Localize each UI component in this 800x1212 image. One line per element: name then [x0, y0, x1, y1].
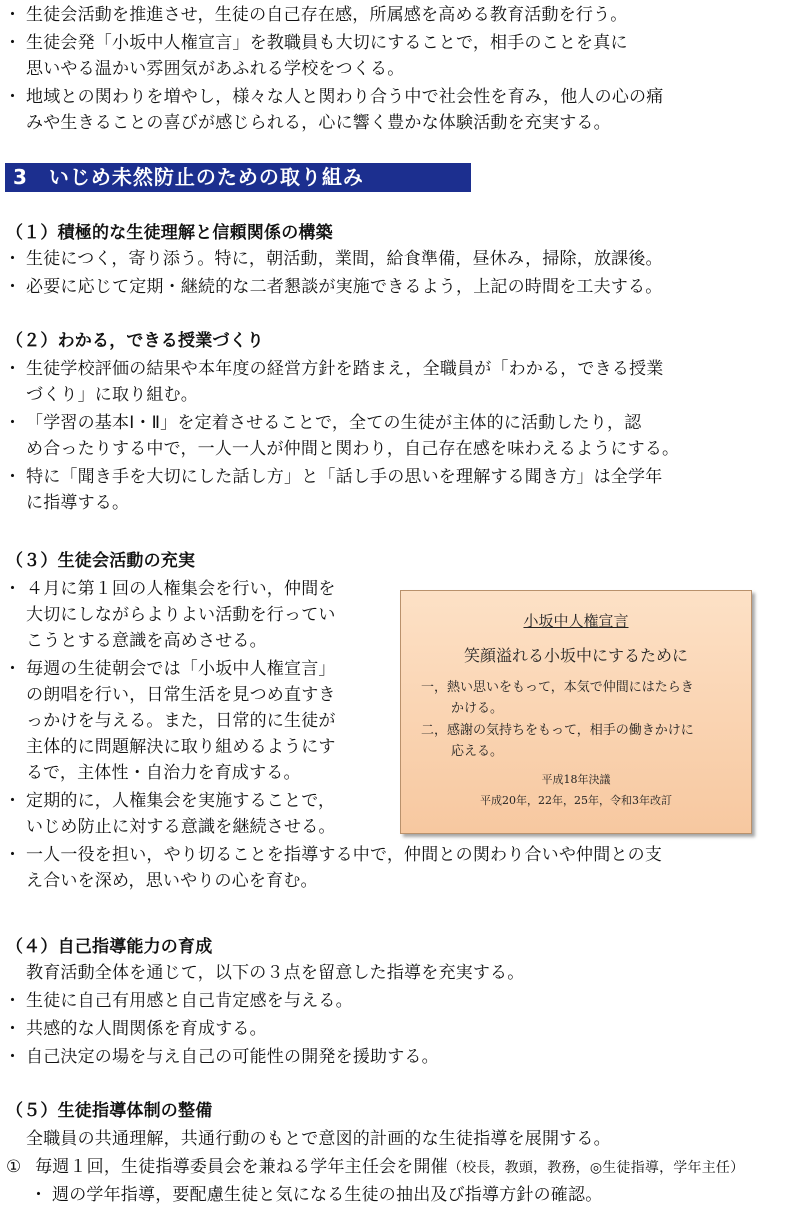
- declaration-title: 小坂中人権宣言: [523, 612, 629, 630]
- s1-heading: （１）積極的な生徒理解と信頼関係の構築: [6, 223, 333, 243]
- s2-bullet-2-cont: め合ったりする中で，一人一人が仲間と関わり，自己存在感を味わえるようにする。: [26, 439, 680, 459]
- declaration-subtitle: 笑顔溢れる小坂中にするために: [463, 646, 688, 665]
- s3-bullet-4-cont: え合いを深め，思いやりの心を育む。: [26, 871, 318, 891]
- s5-item-1-sub: ・ 週の学年指導，要配慮生徒と気になる生徒の抽出及び指導方針の確認。: [26, 1184, 602, 1206]
- s3-bullet-1: ・ ４月に第１回の人権集会を行い，仲間を: [0, 578, 336, 600]
- s5-intro: 全職員の共通理解，共通行動のもとで意図的計画的な生徒指導を展開する。: [26, 1129, 611, 1149]
- s4-bullet-1: ・ 生徒に自己有用感と自己肯定感を与える。: [0, 990, 353, 1012]
- intro-bullet-2-cont: 思いやる温かい雰囲気があふれる学校をつくる。: [26, 59, 405, 79]
- s3-bullet-3: ・ 定期的に，人権集会を実施することで，: [0, 790, 335, 812]
- s3-bullet-2-cont-4: るで，主体性・自治力を育成する。: [26, 763, 301, 783]
- intro-bullet-2: ・ 生徒会発「小坂中人権宣言」を教職員も大切にすることで，相手のことを真に: [0, 32, 628, 54]
- s4-heading: （４）自己指導能力の育成: [6, 937, 213, 957]
- intro-bullet-3-cont: みや生きることの喜びが感じられる，心に響く豊かな体験活動を充実する。: [26, 113, 611, 133]
- human-rights-declaration-box: [400, 590, 752, 834]
- s4-intro: 教育活動全体を通じて，以下の３点を留意した指導を充実する。: [26, 963, 525, 983]
- declaration-vow-1-cont: かける。: [451, 701, 504, 716]
- s3-bullet-1-cont-2: こうとする意識を高めさせる。: [26, 631, 267, 651]
- section-3-heading: 3 いじめ未然防止のための取り組み: [5, 163, 471, 192]
- s2-bullet-2: ・ 「学習の基本Ⅰ・Ⅱ」を定着させることで，全ての生徒が主体的に活動したり，認: [0, 412, 641, 434]
- s3-bullet-2: ・ 毎週の生徒朝会では「小坂中人権宣言」: [0, 658, 336, 680]
- s5-item-1: [6, 1156, 744, 1179]
- declaration-vow-2-cont: 応える。: [451, 744, 504, 759]
- intro-bullet-1: ・ 生徒会活動を推進させ，生徒の自己存在感，所属感を高める教育活動を行う。: [0, 4, 628, 26]
- s3-bullet-2-cont-3: 主体的に問題解決に取り組めるようにす: [26, 737, 336, 757]
- s5-item-1-number: ①: [6, 1157, 22, 1177]
- s1-bullet-1: ・ 生徒につく，寄り添う。特に，朝活動，業間，給食準備，昼休み，掃除，放課後。: [0, 248, 663, 270]
- s5-item-1-text: 毎週１回，生徒指導委員会を兼ねる学年主任会を開催: [35, 1157, 448, 1177]
- declaration-vow-2: 二，感謝の気持ちをもって，相手の働きかけに: [421, 723, 694, 738]
- declaration-revised: 平成20年，22年，25年，令和3年改訂: [480, 794, 672, 807]
- s2-bullet-3-cont: に指導する。: [26, 493, 130, 513]
- s2-bullet-3: ・ 特に「聞き手を大切にした話し方」と「話し手の思いを理解する聞き方」は全学年: [0, 466, 662, 488]
- declaration-vow-1: 一，熱い思いをもって，本気で仲間にはたらき: [421, 680, 694, 695]
- s2-bullet-1-cont: づくり」に取り組む。: [26, 385, 198, 405]
- s2-heading: （２）わかる，できる授業づくり: [6, 331, 264, 351]
- s1-bullet-2: ・ 必要に応じて定期・継続的な二者懇談が実施できるよう，上記の時間を工夫する。: [0, 276, 662, 298]
- s3-bullet-2-cont-2: っかけを与える。また，日常的に生徒が: [26, 711, 336, 731]
- s5-heading: （５）生徒指導体制の整備: [6, 1101, 213, 1121]
- intro-bullet-3: ・ 地域との関わりを増やし，様々な人と関わり合う中で社会性を育み，他人の心の痛: [0, 86, 663, 108]
- s3-bullet-3-cont: いじめ防止に対する意識を継続させる。: [26, 817, 336, 837]
- s3-bullet-1-cont-1: 大切にしながらよりよい活動を行ってい: [26, 605, 336, 625]
- declaration-resolved: 平成18年決議: [541, 773, 611, 786]
- s5-item-1-note: （校長，教頭，教務，◎生徒指導，学年主任）: [447, 1160, 745, 1176]
- s2-bullet-1: ・ 生徒学校評価の結果や本年度の経営方針を踏まえ，全職員が「わかる，できる授業: [0, 358, 663, 380]
- s4-bullet-3: ・ 自己決定の場を与え自己の可能性の開発を援助する。: [0, 1046, 439, 1068]
- s3-bullet-4: ・ 一人一役を担い，やり切ることを指導する中で，仲間との関わり合いや仲間との支: [0, 844, 662, 866]
- s4-bullet-2: ・ 共感的な人間関係を育成する。: [0, 1018, 267, 1040]
- s3-bullet-2-cont-1: の朗唱を行い，日常生活を見つめ直すき: [26, 685, 336, 705]
- s3-heading: （３）生徒会活動の充実: [6, 551, 196, 571]
